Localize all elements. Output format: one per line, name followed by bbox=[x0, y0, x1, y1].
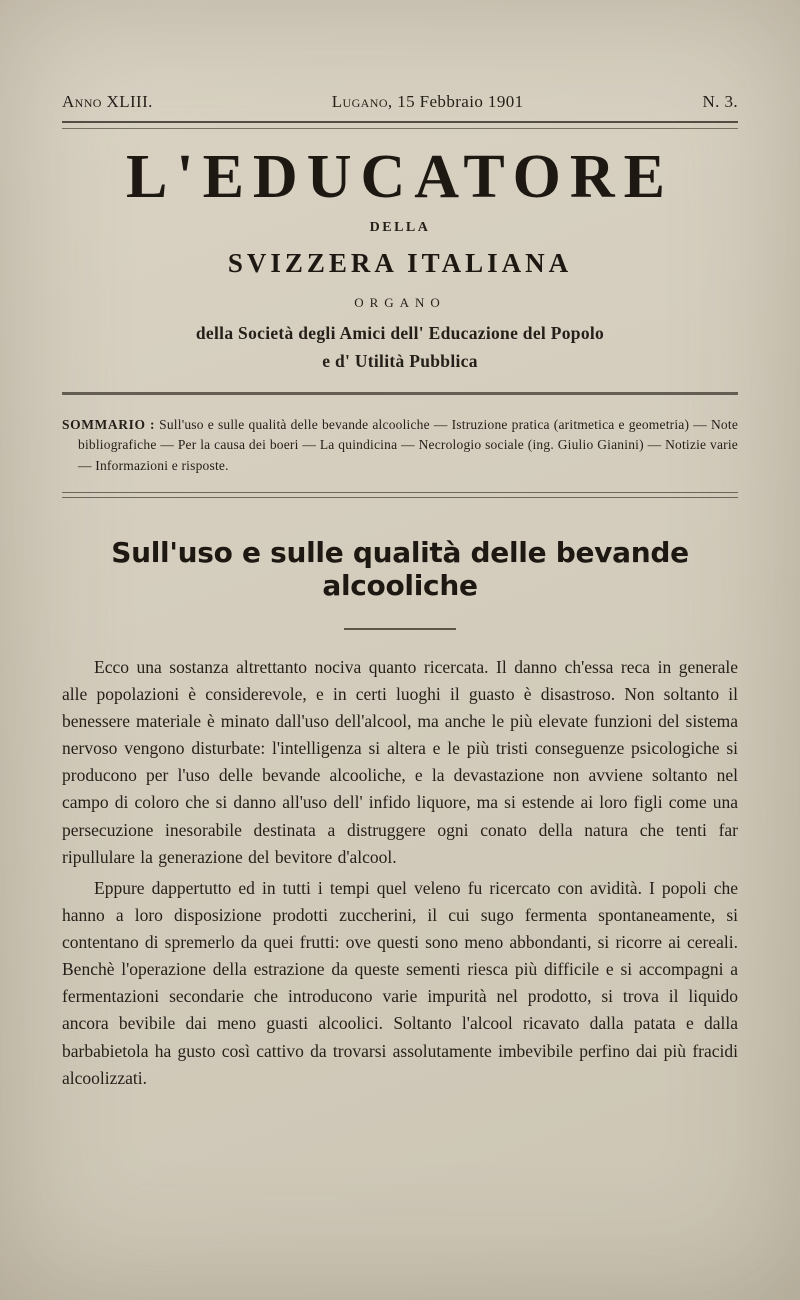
heading-rule bbox=[344, 628, 456, 630]
issue-place-date bbox=[332, 92, 524, 112]
masthead-rule bbox=[62, 392, 738, 395]
masthead-della: DELLA bbox=[369, 220, 431, 236]
sommario bbox=[62, 415, 738, 476]
article-paragraph-1: Ecco una sostanza altrettanto nociva quanto ricercata. Il danno ch'essa reca in generale alle popolazioni è considerevole, e in certi luoghi il guasto è disastroso. Non soltanto il benessere materiale è minato dall'uso dell'alcool, ma anche le più elevate funzioni del sistema nervoso vengono disturbate: l'intelligenza si altera e le più tristi conseguenze psicologiche si producono per l'uso delle bevande alcooliche, e la devastazione non avviene soltanto nel campo di coloro che si danno all'uso dell' infido liquore, ma si estende ai loro figli come una persecuzione inesorabile destinata a distruggere ogni conato della natura che tenti far ripullulare la generazione del bevitore d'alcool. bbox=[62, 656, 738, 867]
article-paragraph-2: Eppure dappertutto ed in tutti i tempi quel veleno fu ricercato con avidità. I popoli che hanno a loro disposizione prodotti zuccherini, il cui sugo fermenta spontaneamente, si contentano di spremerlo da quei frutti: ove questi sono meno abbondanti, si ricorre ai cereali. Benchè l'operazione della estrazione da queste sementi riesca più difficile e si accompagni a fermentazioni secondarie che introducono varie impurità nel prodotto, si trova il liquido ancora bevibile dai meno guasti alcoolici. Soltanto l'alcool ricavato dalla patata e dalla barbabietola ha gusto così cattivo da trovarsi assolutamente imbevibile perfino dai più fracidi alcoolizzati. bbox=[62, 877, 738, 1088]
masthead-organo: ORGANO bbox=[354, 295, 446, 311]
sommario-label: SOMMARIO : bbox=[62, 417, 156, 433]
issue-place: Lugano, bbox=[331, 92, 393, 111]
issue-header bbox=[62, 92, 738, 112]
issue-date: 15 Febbraio 1901 bbox=[397, 92, 524, 111]
issue-number: N. 3. bbox=[702, 92, 738, 111]
masthead-org-line1: della Società degli Amici dell' Educazione del Popolo bbox=[195, 323, 605, 344]
issue-anno: Anno XLIII. bbox=[62, 92, 153, 111]
sommario-rule bbox=[62, 492, 738, 498]
masthead-org-line2: e d' Utilità Pubblica bbox=[322, 351, 478, 372]
journal-title: L'EDUCATORE bbox=[125, 143, 674, 211]
header-rule bbox=[62, 121, 738, 129]
journal-subtitle: SVIZZERA ITALIANA bbox=[227, 248, 573, 279]
sommario-text: Sull'uso e sulle qualità delle bevande alcooliche — Istruzione pratica (aritmetica e geometria) — Note bibliografiche — Per la causa dei boeri — La quindicina — Necrologio sociale (ing. Giulio Gianini) — Notizie varie — Informazioni e risposte. bbox=[78, 417, 739, 473]
article-heading: Sull'uso e sulle qualità delle bevande alcooliche bbox=[111, 535, 689, 602]
